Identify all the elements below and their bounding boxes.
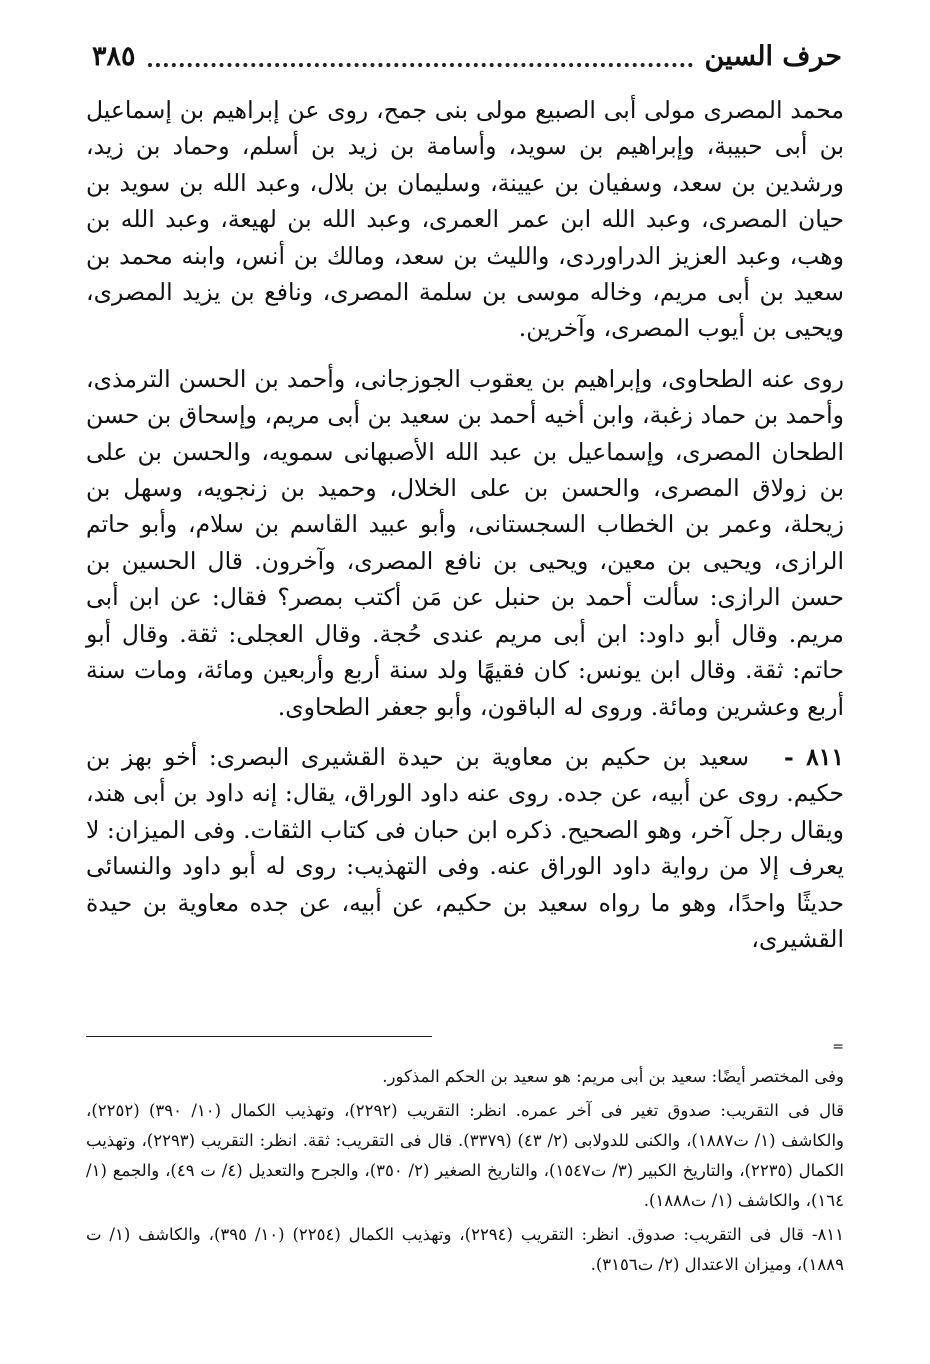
footnote-continuation-mark: =	[832, 1039, 844, 1055]
entry-811	[86, 739, 844, 957]
footnote-continued: وفى المختصر أيضًا: سعيد بن أبى مريم: هو سعيد بن الحكم المذكور.	[382, 1067, 844, 1086]
entry-811-number: ٨١١ -	[784, 742, 844, 771]
running-header	[92, 34, 842, 78]
dotted-leader	[148, 57, 693, 67]
page-number: ٣٨٥	[92, 40, 136, 72]
footnote-811: ٨١١- قال فى التقريب: صدوق. انظر: التقريب (٢٢٩٤)، وتهذيب الكمال (٢٢٥٤) (١٠/ ٣٩٥)، والكاشف (١/ ت ١٨٨٩)، وميزان الاعتدال (٢/ ت٣١٥٦).	[86, 1225, 845, 1274]
entry-810-narrators-to: روى عنه الطحاوى، وإبراهيم بن يعقوب الجوزجانى، وأحمد بن الحسن الترمذى، وأحمد بن حماد زغبة، وابن أخيه أحمد بن سعيد بن أبى مريم، وإسحاق بن حسن الطحان المصرى، وإسماعيل بن عبد الله الأصبهانى سمويه، والحسن بن على بن زولاق المصرى، والحسن بن على الخلال، وحميد بن زنجويه، وسهل بن زيحلة، وعمر بن الخطاب السجستانى، وأبو عبيد القاسم بن سلام، وأبو حاتم الرازى، ويحيى بن معين، ويحيى بن نافع المصرى، وآخرون. قال الحسين بن حسن الرازى: سألت أحمد بن حنبل عن مَن أكتب بمصر؟ فقال: عن ابن أبى مريم. وقال أبو داود: ابن أبى مريم عندى حُجة. وقال العجلى: ثقة. وقال أبو حاتم: ثقة. وقال ابن يونس: كان فقيهًا ولد سنة أربع وأربعين ومائة، ومات سنة أربع وعشرين ومائة. وروى له الباقون، وأبو جعفر الطحاوى.	[86, 364, 844, 721]
entry-810-narrators-from: محمد المصرى مولى أبى الصبيع مولى بنى جمح، روى عن إبراهيم بن إسماعيل بن أبى حبيبة، وإبراهيم بن سويد، وأسامة بن زيد بن أسلم، وحماد بن زيد، ورشدين بن سعد، وسفيان بن عيينة، وسليمان بن بلال، وعبد الله بن سويد بن حيان المصرى، وعبد الله ابن عمر العمرى، وعبد الله بن لهيعة، وعبد الله بن وهب، وعبد العزيز الدراوردى، والليث بن سعد، ومالك بن أنس، وابنه محمد بن سعيد بن أبى مريم، وخاله موسى بن سلمة المصرى، ونافع بن يزيد المصرى، ويحيى بن أيوب المصرى، وآخرين.	[86, 96, 844, 343]
main-text	[86, 92, 844, 957]
footnote-separator	[86, 1036, 432, 1037]
footnote-810: قال فى التقريب: صدوق تغير فى آخر عمره. انظر: التقريب (٢٢٩٢)، وتهذيب الكمال (١٠/ ٣٩٠) (٢٢٥٢)، والكاشف (١/ ت١٨٨٧)، والكنى للدولابى (٢/ ٤٣) (٣٣٧٩). قال فى التقريب: ثقة. انظر: التقريب (٢٢٩٣)، وتهذيب الكمال (٢٢٣٥)، والتاريخ الكبير (٣/ ت١٥٤٧)، والتاريخ الصغير (٢/ ٣٥٠)، والجرح والتعديل (٤/ ت ٤٩)، والجمع (١/ ١٦٤)، والكاشف (١/ ت١٨٨٨).	[86, 1101, 844, 1210]
footnotes	[86, 1062, 844, 1280]
chapter-title: حرف السين	[704, 40, 842, 72]
entry-811-text: سعيد بن حكيم بن معاوية بن حيدة القشيرى البصرى: أخو بهز بن حكيم. روى عن أبيه، عن جده. روى عنه داود الوراق، يقال: إنه داود بن أبى هند، ويقال رجل آخر، وهو الصحيح. ذكره ابن حبان فى كتاب الثقات. وفى الميزان: لا يعرف إلا من رواية داود الوراق عنه. وفى التهذيب: روى له أبو داود والنسائى حديثًا واحدًا، وهو ما رواه سعيد بن حكيم، عن أبيه، عن جده معاوية بن حيدة القشيرى،	[86, 742, 844, 953]
